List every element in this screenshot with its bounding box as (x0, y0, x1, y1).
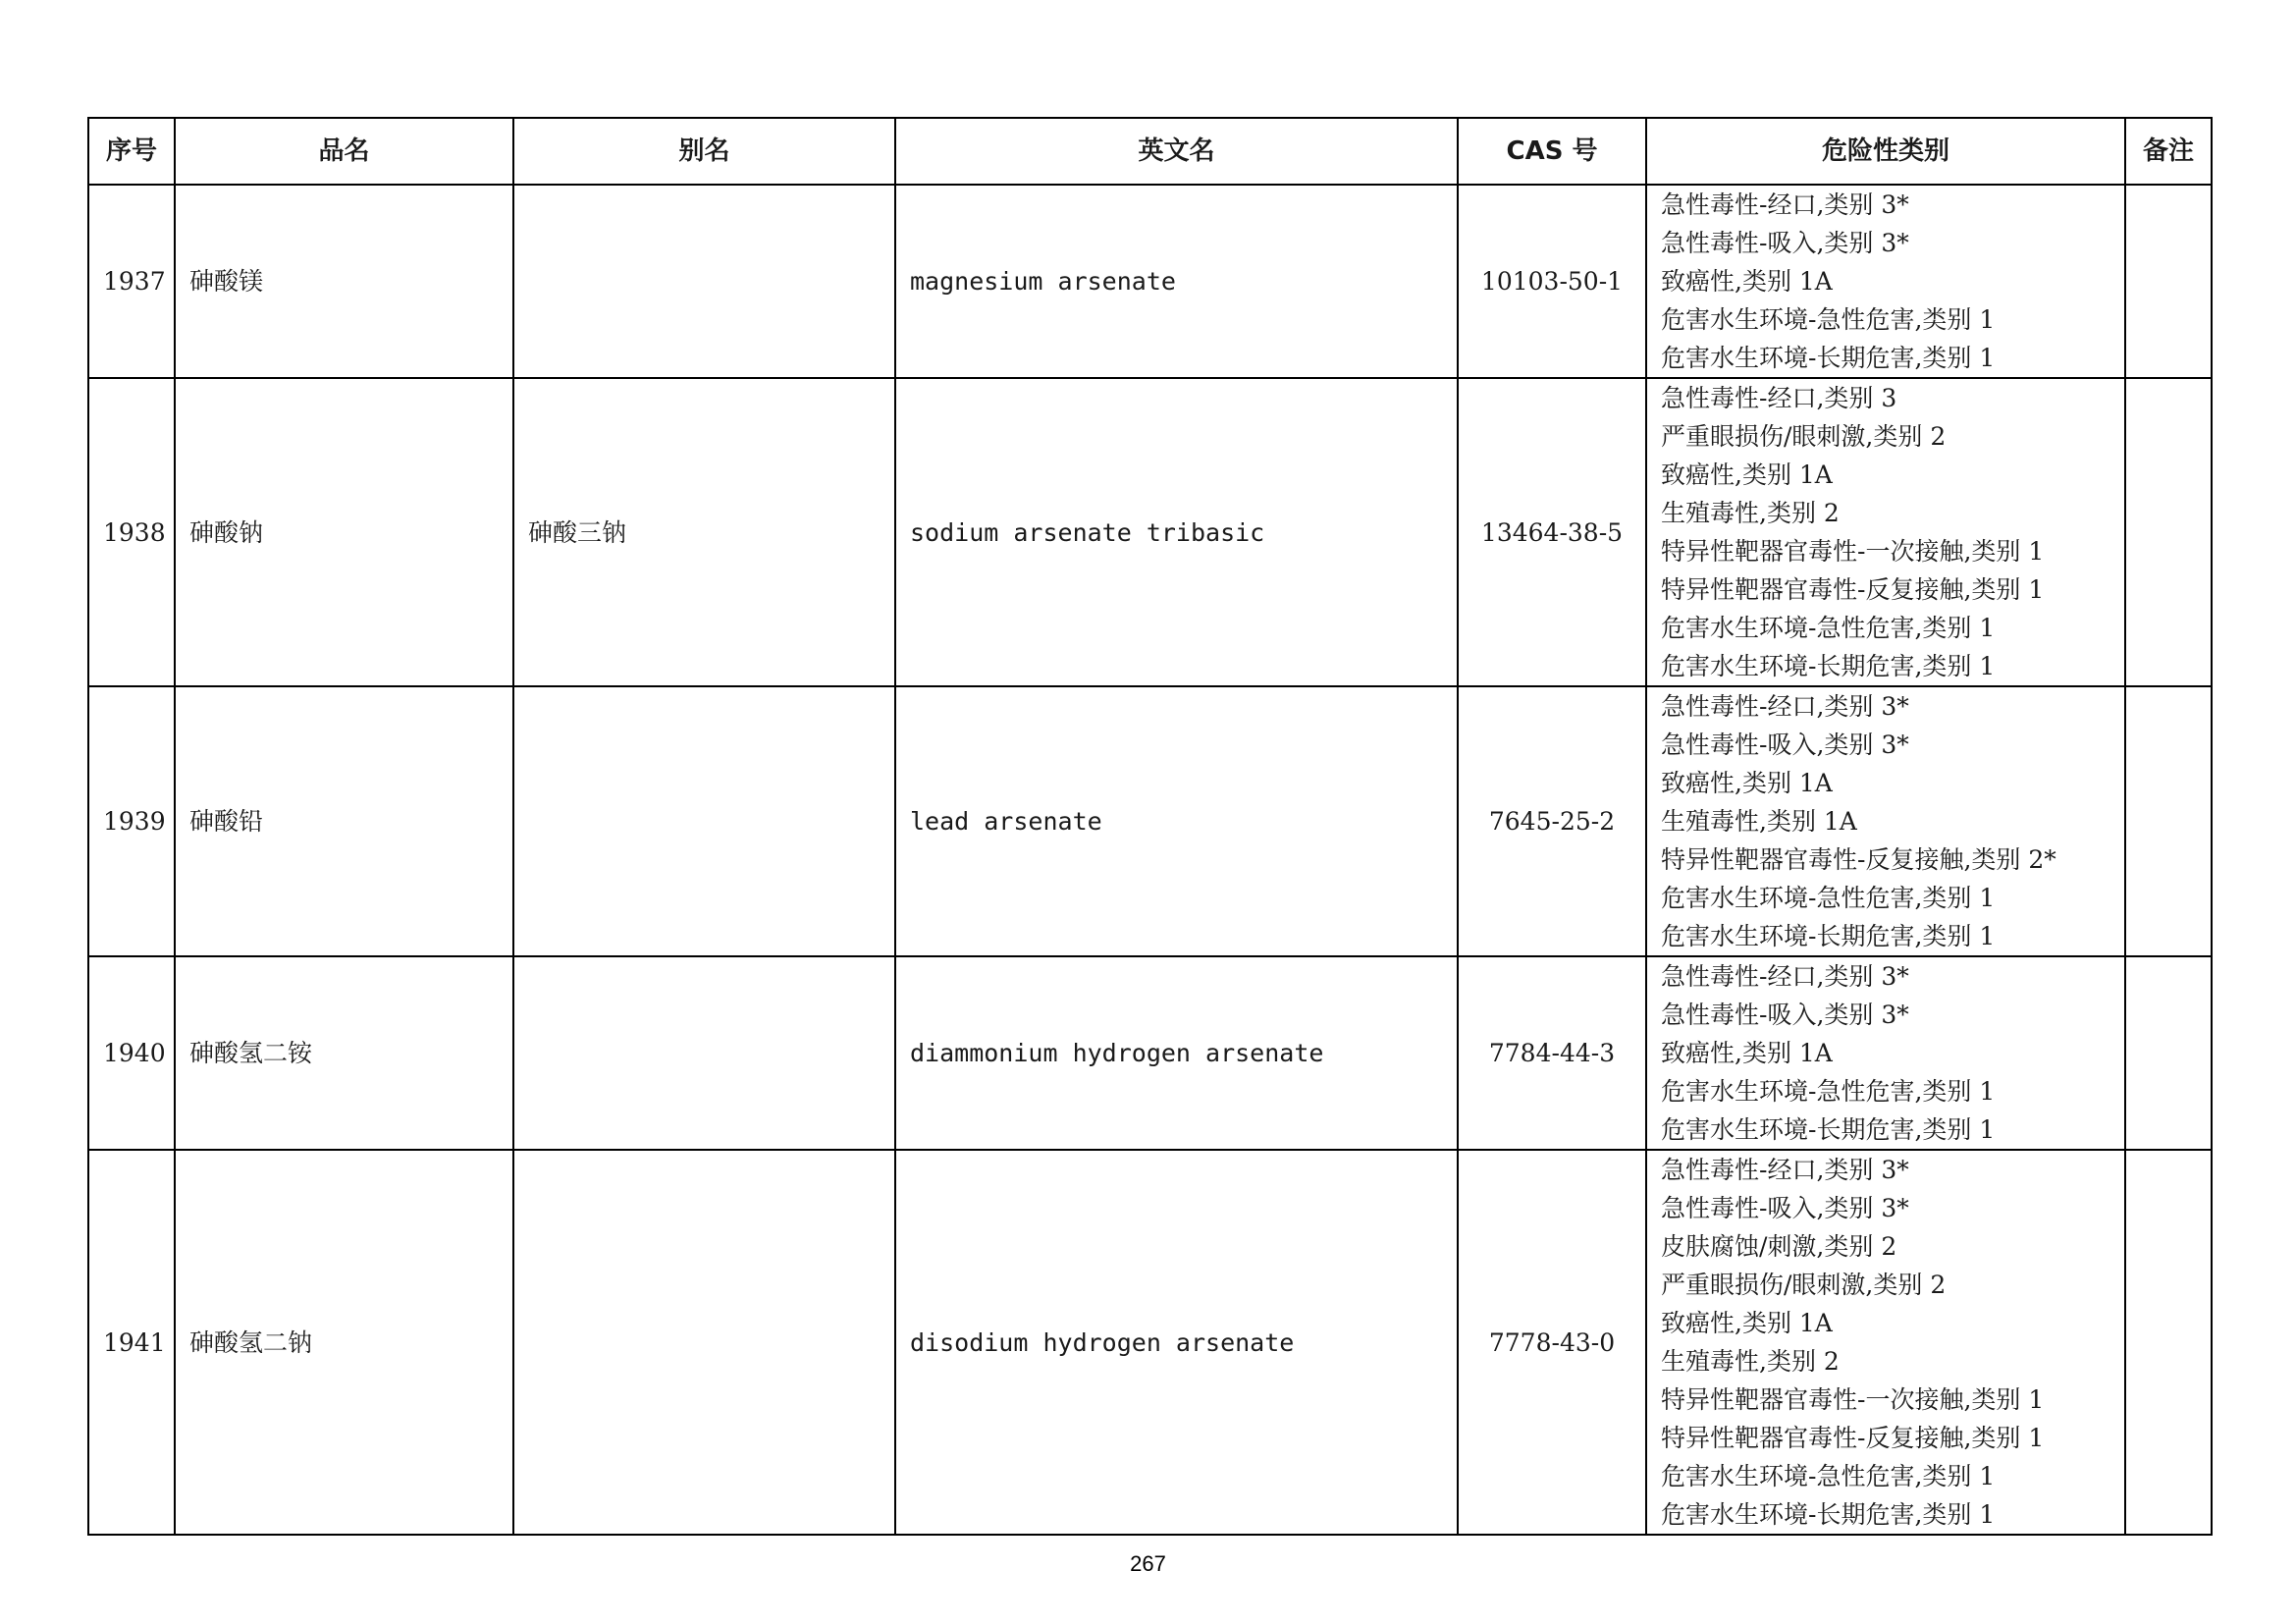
hazard-item: 严重眼损伤/眼刺激,类别 2 (1661, 1271, 1947, 1299)
table-row (88, 185, 2212, 378)
table-row (88, 378, 2212, 686)
english-name: disodium hydrogen arsenate (895, 1150, 1458, 1535)
chemical-alias (513, 185, 895, 378)
hazard-item: 急性毒性-经口,类别 3 (1661, 384, 1897, 412)
chemical-name: 砷酸镁 (175, 185, 513, 378)
remarks (2125, 1150, 2212, 1535)
header-hazard: 危险性类别 (1646, 118, 2125, 185)
row-number: 1940 (88, 956, 175, 1150)
hazard-item: 致癌性,类别 1A (1661, 1309, 1833, 1337)
chemical-name: 砷酸氢二钠 (175, 1150, 513, 1535)
english-name: magnesium arsenate (895, 185, 1458, 378)
row-number: 1939 (88, 686, 175, 956)
hazard-item: 急性毒性-经口,类别 3* (1661, 190, 1909, 219)
hazard-item: 急性毒性-吸入,类别 3* (1661, 229, 1909, 257)
hazard-item: 危害水生环境-长期危害,类别 1 (1661, 1115, 1996, 1144)
chemical-name: 砷酸铅 (175, 686, 513, 956)
hazard-item: 特异性靶器官毒性-反复接触,类别 1 (1661, 575, 2045, 604)
hazard-item: 生殖毒性,类别 2 (1661, 499, 1840, 527)
row-number: 1937 (88, 185, 175, 378)
hazard-categories (1646, 956, 2125, 1150)
chemical-alias: 砷酸三钠 (513, 378, 895, 686)
remarks (2125, 378, 2212, 686)
chemical-alias (513, 1150, 895, 1535)
hazard-item: 危害水生环境-长期危害,类别 1 (1661, 1500, 1996, 1529)
hazard-item: 特异性靶器官毒性-一次接触,类别 1 (1661, 537, 2045, 566)
table-row (88, 1150, 2212, 1535)
remarks (2125, 686, 2212, 956)
table-row (88, 686, 2212, 956)
hazard-item: 致癌性,类别 1A (1661, 460, 1833, 489)
hazard-item: 特异性靶器官毒性-反复接触,类别 2* (1661, 845, 2056, 874)
hazard-item: 特异性靶器官毒性-一次接触,类别 1 (1661, 1385, 2045, 1414)
hazard-item: 急性毒性-吸入,类别 3* (1661, 731, 1909, 759)
hazard-item: 危害水生环境-长期危害,类别 1 (1661, 344, 1996, 372)
header-num: 序号 (88, 118, 175, 185)
hazard-item: 危害水生环境-急性危害,类别 1 (1661, 305, 1996, 334)
hazard-categories (1646, 378, 2125, 686)
hazard-item: 急性毒性-吸入,类别 3* (1661, 1194, 1909, 1222)
hazard-item: 皮肤腐蚀/刺激,类别 2 (1661, 1232, 1897, 1261)
hazard-item: 生殖毒性,类别 1A (1661, 807, 1857, 836)
hazard-item: 危害水生环境-急性危害,类别 1 (1661, 1077, 1996, 1106)
hazard-categories (1646, 185, 2125, 378)
header-note: 备注 (2125, 118, 2212, 185)
hazard-item: 危害水生环境-急性危害,类别 1 (1661, 884, 1996, 912)
hazard-item: 生殖毒性,类别 2 (1661, 1347, 1840, 1376)
hazard-item: 致癌性,类别 1A (1661, 1039, 1833, 1067)
header-cas: CAS 号 (1458, 118, 1646, 185)
hazard-item: 致癌性,类别 1A (1661, 769, 1833, 797)
header-name: 品名 (175, 118, 513, 185)
chemical-alias (513, 686, 895, 956)
hazard-item: 危害水生环境-长期危害,类别 1 (1661, 922, 1996, 950)
hazard-item: 危害水生环境-急性危害,类别 1 (1661, 1462, 1996, 1490)
table-row (88, 956, 2212, 1150)
hazard-item: 危害水生环境-长期危害,类别 1 (1661, 652, 1996, 680)
header-english: 英文名 (895, 118, 1458, 185)
table-body (88, 185, 2212, 1535)
english-name: diammonium hydrogen arsenate (895, 956, 1458, 1150)
hazard-item: 急性毒性-吸入,类别 3* (1661, 1001, 1909, 1029)
hazard-item: 危害水生环境-急性危害,类别 1 (1661, 614, 1996, 642)
header-row (88, 118, 2212, 185)
english-name: sodium arsenate tribasic (895, 378, 1458, 686)
hazard-categories (1646, 1150, 2125, 1535)
page-number: 267 (1130, 1551, 1166, 1576)
row-number: 1941 (88, 1150, 175, 1535)
cas-number: 10103-50-1 (1458, 185, 1646, 378)
header-alias: 别名 (513, 118, 895, 185)
hazard-item: 急性毒性-经口,类别 3* (1661, 1156, 1909, 1184)
hazard-item: 致癌性,类别 1A (1661, 267, 1833, 296)
cas-number: 7784-44-3 (1458, 956, 1646, 1150)
hazardous-chemicals-table (87, 117, 2213, 1536)
chemical-name: 砷酸钠 (175, 378, 513, 686)
chemical-alias (513, 956, 895, 1150)
hazard-item: 急性毒性-经口,类别 3* (1661, 692, 1909, 721)
english-name: lead arsenate (895, 686, 1458, 956)
hazard-item: 严重眼损伤/眼刺激,类别 2 (1661, 422, 1947, 451)
remarks (2125, 956, 2212, 1150)
cas-number: 7778-43-0 (1458, 1150, 1646, 1535)
hazard-item: 急性毒性-经口,类别 3* (1661, 962, 1909, 991)
hazard-item: 特异性靶器官毒性-反复接触,类别 1 (1661, 1424, 2045, 1452)
cas-number: 13464-38-5 (1458, 378, 1646, 686)
cas-number: 7645-25-2 (1458, 686, 1646, 956)
row-number: 1938 (88, 378, 175, 686)
hazard-categories (1646, 686, 2125, 956)
remarks (2125, 185, 2212, 378)
chemical-name: 砷酸氢二铵 (175, 956, 513, 1150)
